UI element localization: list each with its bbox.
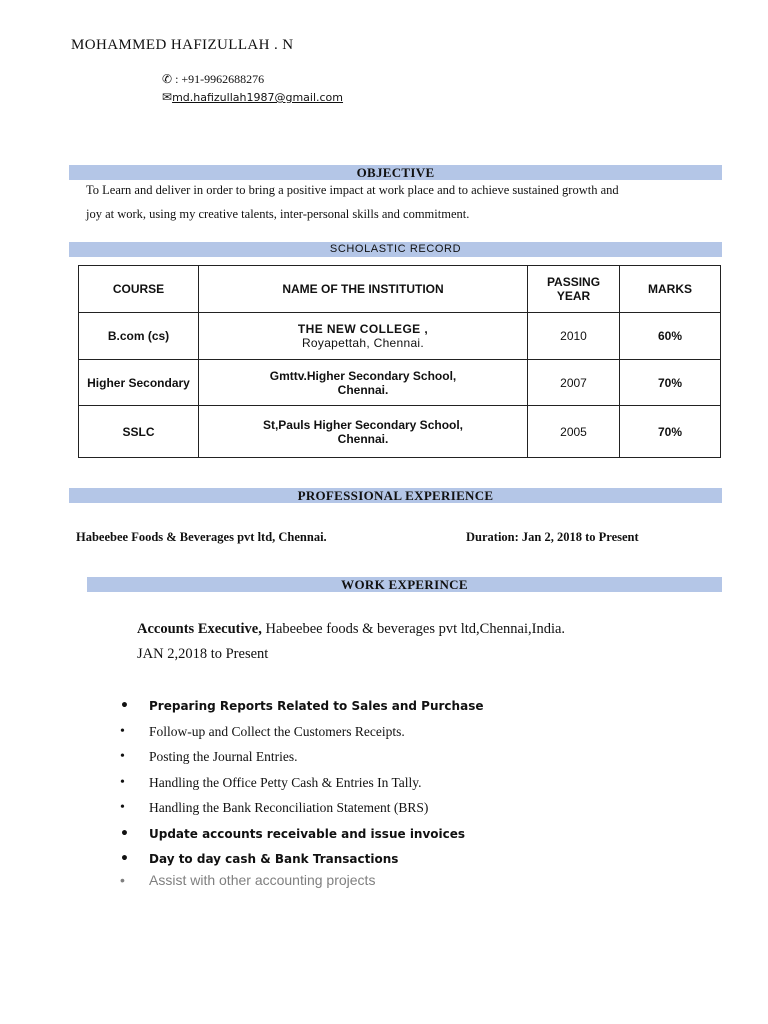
institution-cell [199, 360, 528, 406]
marks-cell: 70% [620, 406, 721, 458]
objective-line-1: To Learn and deliver in order to bring a positive impact at work place and to achieve sustained growth and [86, 183, 619, 197]
marks-cell: 60% [620, 313, 721, 360]
institution-name: THE NEW COLLEGE , [297, 322, 429, 336]
job-dates: JAN 2,2018 to Present [137, 646, 269, 662]
list-item: • Posting the Journal Entries. [120, 747, 483, 773]
candidate-name: MOHAMMED HAFIZULLAH . N [71, 37, 294, 53]
table-row [79, 313, 721, 360]
institution-cell [199, 313, 528, 360]
year-cell: 2007 [528, 360, 620, 406]
work-experience-heading: WORK EXPERINCE [87, 577, 722, 592]
table-row [79, 406, 721, 458]
marks-cell: 70% [620, 360, 721, 406]
course-cell: B.com (cs) [79, 313, 199, 360]
envelope-icon: ✉ [162, 90, 173, 104]
course-cell: Higher Secondary [79, 360, 199, 406]
institution-name: St,Pauls Higher Secondary School, [262, 417, 464, 432]
job-title: Accounts Executive, [137, 621, 262, 637]
objective-line-2: joy at work, using my creative talents, inter-personal skills and commitment. [86, 207, 470, 221]
job-company: Habeebee foods & beverages pvt ltd,Chennai,India. [261, 621, 566, 637]
phone-number: : +91-9962688276 [172, 72, 265, 86]
institution-location: Chennai. [337, 382, 389, 397]
list-item: • Handling the Office Petty Cash & Entries In Tally. [120, 773, 483, 799]
phone-line [162, 72, 264, 87]
institution-name: Gmttv.Higher Secondary School, [269, 368, 457, 383]
course-cell: SSLC [79, 406, 199, 458]
scholastic-table [78, 265, 721, 458]
list-item: • Preparing Reports Related to Sales and Purchase [120, 696, 483, 722]
job-title-line [137, 621, 565, 638]
institution-location: Royapettah, Chennai. [301, 336, 425, 350]
phone-icon: ✆ [162, 72, 173, 86]
employment-duration: Duration: Jan 2, 2018 to Present [466, 530, 639, 544]
list-item: • Update accounts receivable and issue invoices [120, 824, 483, 850]
table-header-row [79, 266, 721, 313]
professional-experience-heading: PROFESSIONAL EXPERIENCE [69, 488, 722, 503]
institution-location: Chennai. [337, 431, 389, 446]
header-institution: NAME OF THE INSTITUTION [199, 266, 528, 313]
table-row [79, 360, 721, 406]
list-item: • Day to day cash & Bank Transactions [120, 849, 483, 870]
year-cell: 2010 [528, 313, 620, 360]
email-line [162, 90, 343, 105]
email-address[interactable]: md.hafizullah1987@gmail.com [172, 91, 344, 104]
list-item: • Handling the Bank Reconciliation Statement (BRS) [120, 798, 483, 824]
header-course: COURSE [79, 266, 199, 313]
year-cell: 2005 [528, 406, 620, 458]
list-item: • Assist with other accounting projects [120, 870, 483, 896]
objective-heading: OBJECTIVE [69, 165, 722, 180]
duties-list [120, 696, 483, 896]
list-item: • Follow-up and Collect the Customers Receipts. [120, 722, 483, 748]
header-marks: MARKS [620, 266, 721, 313]
institution-cell [199, 406, 528, 458]
scholastic-heading: SCHOLASTIC RECORD [69, 242, 722, 257]
header-passing-year: PASSING YEAR [528, 266, 620, 313]
employer-name: Habeebee Foods & Beverages pvt ltd, Chennai. [76, 530, 327, 544]
